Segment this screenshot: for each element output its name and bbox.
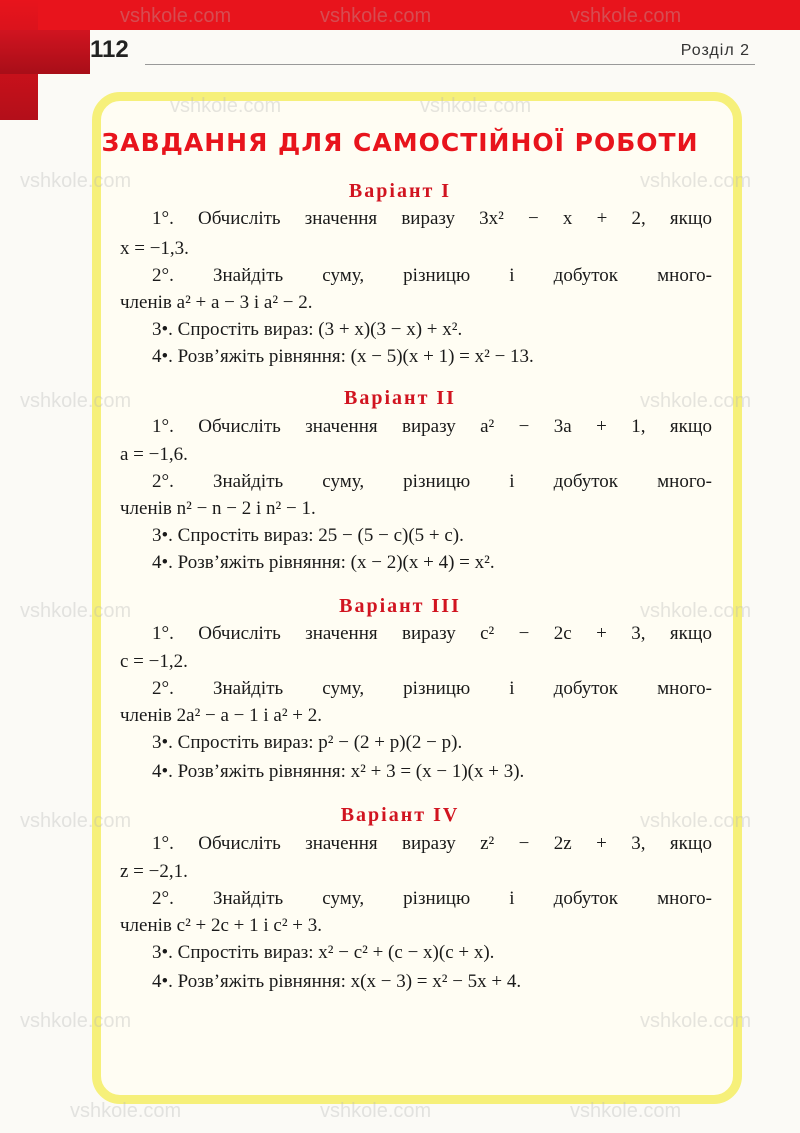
exercise-line: членів c² + 2c + 1 і c² + 3. <box>120 915 323 936</box>
header-rule <box>145 64 755 65</box>
exercise-line: членів n² − n − 2 і n² − 1. <box>120 498 316 519</box>
watermark: vshkole.com <box>120 5 232 27</box>
watermark: vshkole.com <box>170 95 282 117</box>
variant-heading: Варіант II <box>344 387 456 409</box>
exercise-line: 2°. Знайдіть суму, різницю і добуток много- <box>152 265 712 286</box>
exercise-line: 2°. Знайдіть суму, різницю і добуток много- <box>152 471 712 492</box>
variant-heading: Варіант I <box>348 180 452 202</box>
watermark: vshkole.com <box>20 600 132 622</box>
exercise-line: 4•. Розв’яжіть рівняння: (x − 2)(x + 4) = x². <box>152 552 495 573</box>
exercise-line: членів 2a² − a − 1 і a² + 2. <box>120 705 323 726</box>
watermark: vshkole.com <box>420 95 532 117</box>
page-number-tab <box>0 30 90 74</box>
exercise-line: 2°. Знайдіть суму, різницю і добуток много- <box>152 678 712 699</box>
watermark: vshkole.com <box>640 170 752 192</box>
exercise-line: a = −1,6. <box>120 444 188 465</box>
variant-heading: Варіант IV <box>340 804 460 826</box>
watermark: vshkole.com <box>20 390 132 412</box>
exercise-line: 4•. Розв’яжіть рівняння: x² + 3 = (x − 1)(x + 3). <box>152 761 525 782</box>
exercise-line: 2°. Знайдіть суму, різницю і добуток много- <box>152 888 712 909</box>
watermark: vshkole.com <box>570 1100 682 1122</box>
exercise-line: 1°. Обчисліть значення виразу 3x² − x + 2, якщо <box>152 208 712 229</box>
watermark: vshkole.com <box>20 810 132 832</box>
exercise-line: 1°. Обчисліть значення виразу a² − 3a + 1, якщо <box>152 416 712 437</box>
watermark: vshkole.com <box>640 390 752 412</box>
watermark: vshkole.com <box>20 170 132 192</box>
exercise-line: 1°. Обчисліть значення виразу c² − 2c + 3, якщо <box>152 623 712 644</box>
exercise-line: z = −2,1. <box>120 861 188 882</box>
watermark: vshkole.com <box>20 1010 132 1032</box>
exercise-line: 4•. Розв’яжіть рівняння: (x − 5)(x + 1) = x² − 13. <box>152 346 534 367</box>
exercise-line: членів a² + a − 3 і a² − 2. <box>120 292 313 313</box>
exercise-line: 3•. Спростіть вираз: p² − (2 + p)(2 − p). <box>152 732 463 753</box>
exercise-line: x = −1,3. <box>120 238 189 259</box>
watermark: vshkole.com <box>640 600 752 622</box>
watermark: vshkole.com <box>640 810 752 832</box>
page-title: ЗАВДАННЯ ДЛЯ САМОСТІЙНОЇ РОБОТИ <box>101 128 699 157</box>
exercise-line: 1°. Обчисліть значення виразу z² − 2z + 3, якщо <box>152 833 712 854</box>
watermark: vshkole.com <box>640 1010 752 1032</box>
watermark: vshkole.com <box>320 5 432 27</box>
section-label: Розділ 2 <box>680 42 750 59</box>
watermark: vshkole.com <box>570 5 682 27</box>
exercise-line: 3•. Спростіть вираз: (3 + x)(3 − x) + x². <box>152 319 463 340</box>
exercise-line: 3•. Спростіть вираз: x² − c² + (c − x)(c + x). <box>152 942 495 963</box>
exercise-line: 4•. Розв’яжіть рівняння: x(x − 3) = x² − 5x + 4. <box>152 971 522 992</box>
variant-heading: Варіант III <box>339 595 461 617</box>
watermark: vshkole.com <box>320 1100 432 1122</box>
exercise-line: 3•. Спростіть вираз: 25 − (5 − c)(5 + c). <box>152 525 464 546</box>
watermark: vshkole.com <box>70 1100 182 1122</box>
exercise-line: c = −1,2. <box>120 651 188 672</box>
page-number: 112 <box>90 36 129 63</box>
